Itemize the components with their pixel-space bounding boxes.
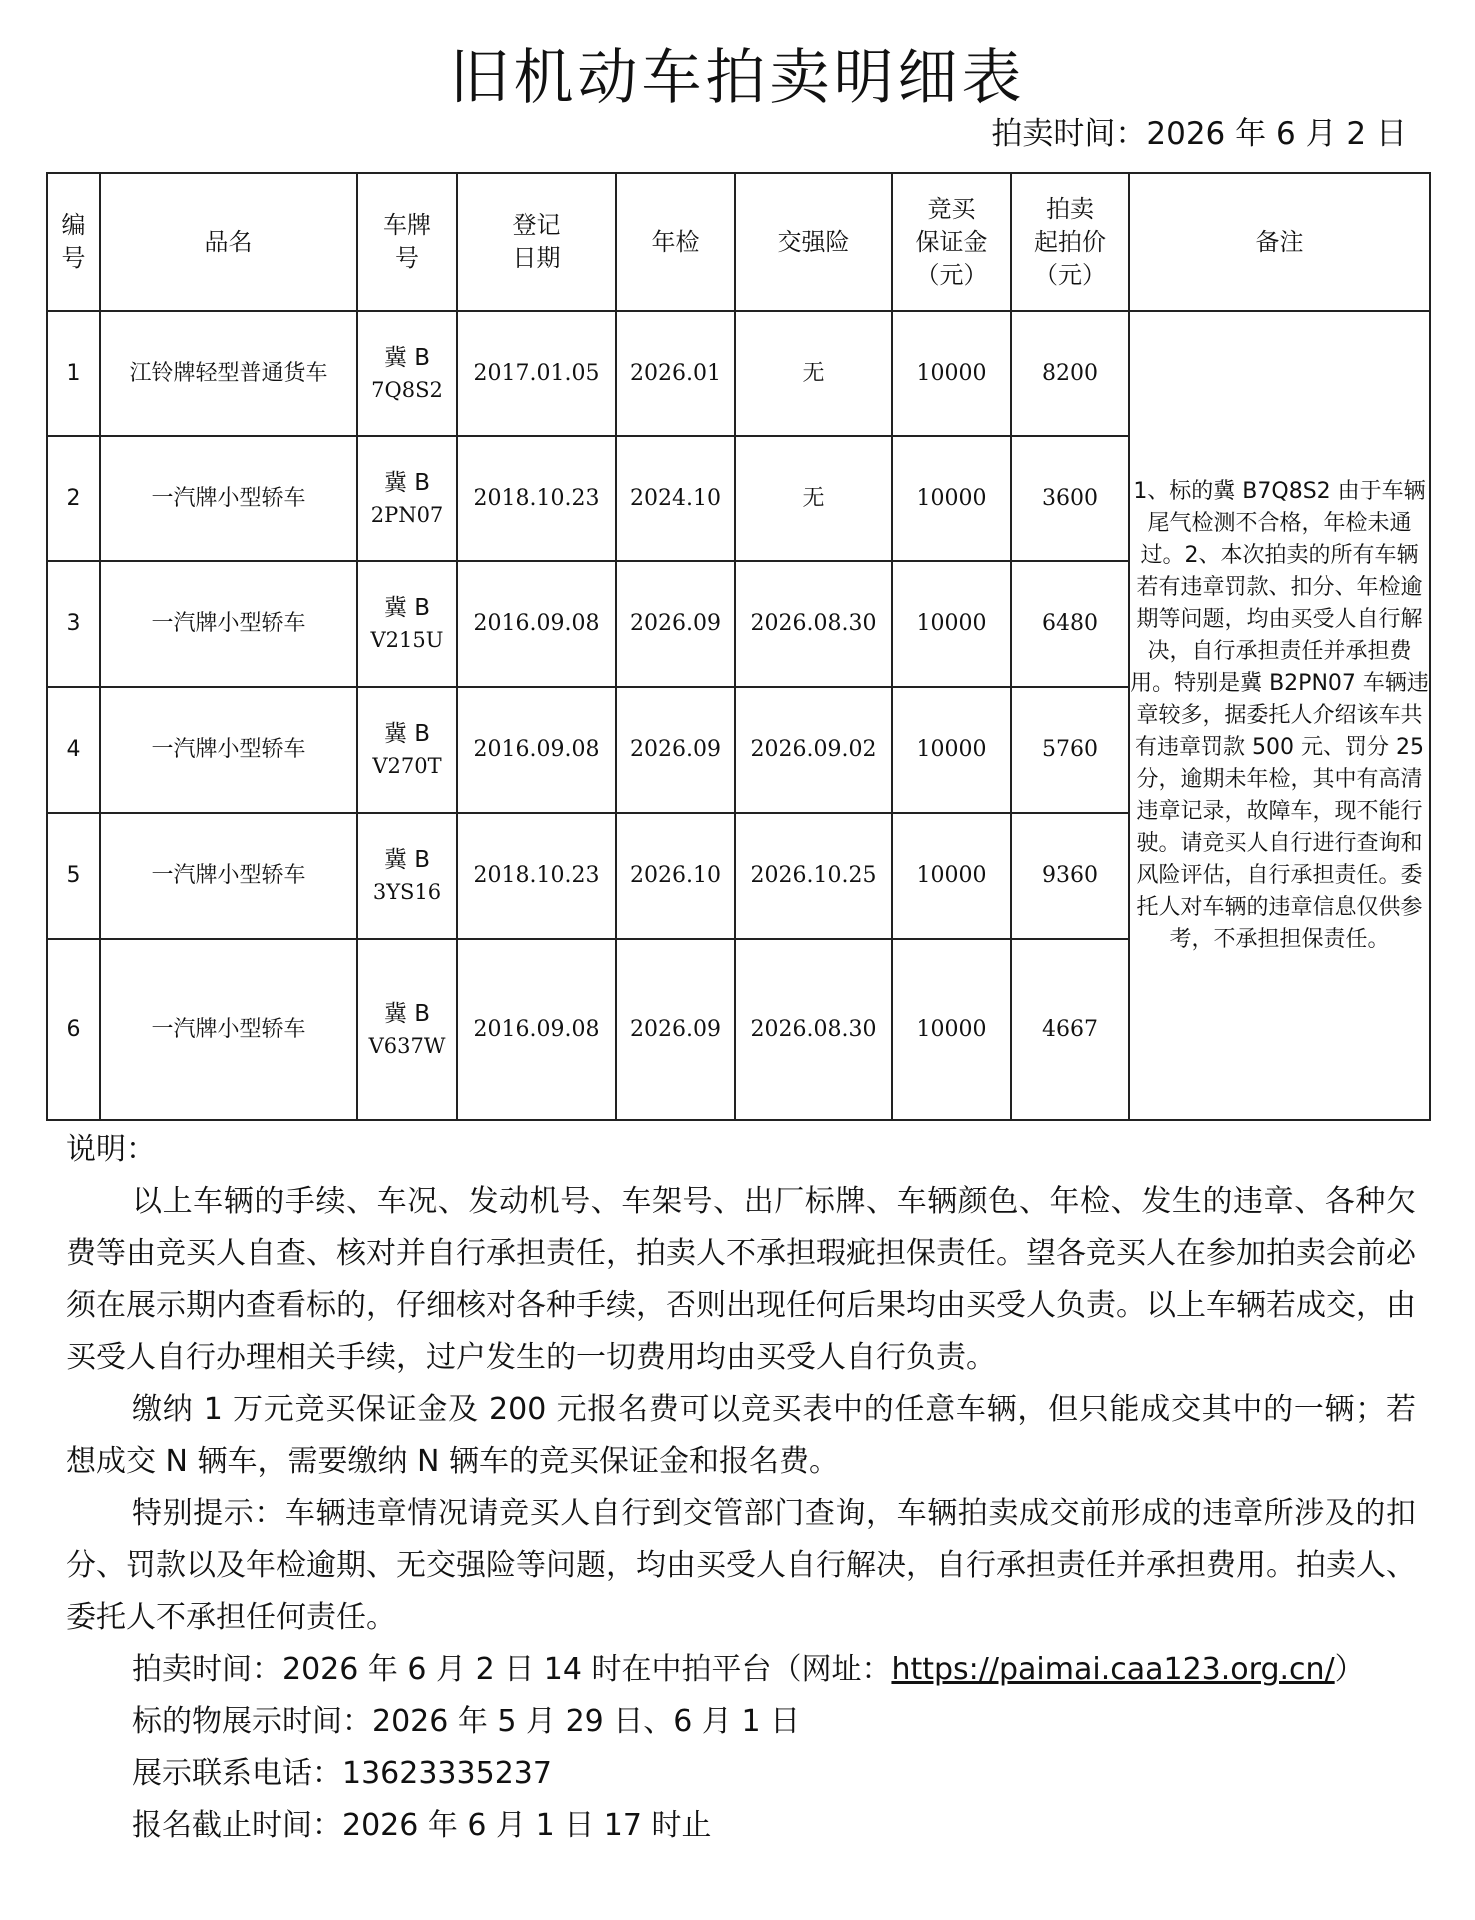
cell-inspection: 2026.09 bbox=[616, 561, 735, 687]
table-row bbox=[47, 311, 1430, 436]
page-title: 旧机动车拍卖明细表 bbox=[449, 43, 1026, 113]
cell-no: 3 bbox=[47, 561, 100, 687]
cell-inspection: 2026.09 bbox=[616, 687, 735, 813]
cell-deposit: 10000 bbox=[892, 311, 1011, 436]
header-deposit: 竞买 保证金 （元） bbox=[892, 173, 1011, 311]
header-start-price: 拍卖 起拍价 （元） bbox=[1011, 173, 1129, 311]
header-plate: 车牌 号 bbox=[357, 173, 457, 311]
cell-name: 一汽牌小型轿车 bbox=[100, 939, 357, 1120]
cell-no: 5 bbox=[47, 813, 100, 939]
header-insurance: 交强险 bbox=[735, 173, 892, 311]
header-name: 品名 bbox=[100, 173, 357, 311]
cell-inspection: 2026.09 bbox=[616, 939, 735, 1120]
cell-deposit: 10000 bbox=[892, 939, 1011, 1120]
cell-no: 6 bbox=[47, 939, 100, 1120]
notes-heading: 说明： bbox=[66, 1132, 156, 1167]
cell-reg-date: 2018.10.23 bbox=[457, 436, 616, 561]
auction-date: 拍卖时间：2026 年 6 月 2 日 bbox=[991, 116, 1407, 152]
auction-platform-link[interactable]: https://paimai.caa123.org.cn/ bbox=[891, 1652, 1335, 1687]
cell-name: 一汽牌小型轿车 bbox=[100, 813, 357, 939]
cell-plate: 冀 B 2PN07 bbox=[357, 436, 457, 561]
cell-reg-date: 2016.09.08 bbox=[457, 687, 616, 813]
header-no: 编 号 bbox=[47, 173, 100, 311]
cell-start-price: 5760 bbox=[1011, 687, 1129, 813]
cell-start-price: 9360 bbox=[1011, 813, 1129, 939]
notes-section bbox=[66, 1124, 1416, 1852]
cell-reg-date: 2016.09.08 bbox=[457, 561, 616, 687]
header-inspection: 年检 bbox=[616, 173, 735, 311]
cell-no: 1 bbox=[47, 311, 100, 436]
cell-name: 一汽牌小型轿车 bbox=[100, 687, 357, 813]
cell-start-price: 4667 bbox=[1011, 939, 1129, 1120]
cell-insurance: 2026.10.25 bbox=[735, 813, 892, 939]
table-header-row bbox=[47, 173, 1430, 311]
cell-deposit: 10000 bbox=[892, 813, 1011, 939]
cell-start-price: 3600 bbox=[1011, 436, 1129, 561]
cell-plate: 冀 B V215U bbox=[357, 561, 457, 687]
cell-no: 4 bbox=[47, 687, 100, 813]
cell-plate: 冀 B V637W bbox=[357, 939, 457, 1120]
notes-paragraph: 以上车辆的手续、车况、发动机号、车架号、出厂标牌、车辆颜色、年检、发生的违章、各种欠费等由竞买人自查、核对并自行承担责任，拍卖人不承担瑕疵担保责任。望各竞买人在参加拍卖会前必须在展示期内查看标的，仔细核对各种手续，否则出现任何后果均由买受人负责。以上车辆若成交，由买受人自行办理相关手续，过户发生的一切费用均由买受人自行负责。 bbox=[66, 1184, 1416, 1375]
contact-phone-line: 展示联系电话：13623335237 bbox=[132, 1756, 552, 1791]
notes-paragraph: 缴纳 1 万元竞买保证金及 200 元报名费可以竞买表中的任意车辆，但只能成交其中的一辆；若想成交 N 辆车，需要缴纳 N 辆车的竞买保证金和报名费。 bbox=[66, 1392, 1416, 1479]
cell-insurance: 2026.08.30 bbox=[735, 939, 892, 1120]
cell-start-price: 8200 bbox=[1011, 311, 1129, 436]
cell-insurance: 无 bbox=[735, 311, 892, 436]
cell-inspection: 2026.10 bbox=[616, 813, 735, 939]
header-remark: 备注 bbox=[1129, 173, 1430, 311]
registration-deadline-line: 报名截止时间：2026 年 6 月 1 日 17 时止 bbox=[132, 1808, 712, 1843]
cell-deposit: 10000 bbox=[892, 687, 1011, 813]
cell-start-price: 6480 bbox=[1011, 561, 1129, 687]
cell-name: 一汽牌小型轿车 bbox=[100, 561, 357, 687]
notes-paragraph: 特别提示：车辆违章情况请竞买人自行到交管部门查询，车辆拍卖成交前形成的违章所涉及的扣分、罚款以及年检逾期、无交强险等问题，均由买受人自行解决，自行承担责任并承担费用。拍卖人、委托人不承担任何责任。 bbox=[66, 1496, 1416, 1635]
cell-reg-date: 2018.10.23 bbox=[457, 813, 616, 939]
cell-deposit: 10000 bbox=[892, 436, 1011, 561]
cell-insurance: 2026.09.02 bbox=[735, 687, 892, 813]
auction-time-line: 拍卖时间：2026 年 6 月 2 日 14 时在中拍平台（网址：https://paimai.caa123.org.cn/） bbox=[132, 1652, 1365, 1687]
cell-remark: 1、标的冀 B7Q8S2 由于车辆尾气检测不合格，年检未通过。2、本次拍卖的所有车辆若有违章罚款、扣分、年检逾期等问题，均由买受人自行解决，自行承担责任并承担费用。特别是冀 B2PN07 车辆违章较多，据委托人介绍该车共有违章罚款 500 元、罚分 25 分，逾期未年检，其中有高清违章记录，故障车，现不能行驶。请竞买人自行进行查询和风险评估，自行承担责任。委托人对车辆的违章信息仅供参考，不承担担保责任。 bbox=[1129, 311, 1430, 1120]
cell-insurance: 无 bbox=[735, 436, 892, 561]
cell-plate: 冀 B 3YS16 bbox=[357, 813, 457, 939]
cell-insurance: 2026.08.30 bbox=[735, 561, 892, 687]
cell-plate: 冀 B V270T bbox=[357, 687, 457, 813]
cell-no: 2 bbox=[47, 436, 100, 561]
cell-inspection: 2024.10 bbox=[616, 436, 735, 561]
cell-inspection: 2026.01 bbox=[616, 311, 735, 436]
cell-name: 一汽牌小型轿车 bbox=[100, 436, 357, 561]
header-reg-date: 登记 日期 bbox=[457, 173, 616, 311]
vehicle-table bbox=[46, 172, 1431, 1121]
cell-reg-date: 2017.01.05 bbox=[457, 311, 616, 436]
cell-plate: 冀 B 7Q8S2 bbox=[357, 311, 457, 436]
cell-reg-date: 2016.09.08 bbox=[457, 939, 616, 1120]
display-time-line: 标的物展示时间：2026 年 5 月 29 日、6 月 1 日 bbox=[132, 1704, 801, 1739]
cell-name: 江铃牌轻型普通货车 bbox=[100, 311, 357, 436]
cell-deposit: 10000 bbox=[892, 561, 1011, 687]
